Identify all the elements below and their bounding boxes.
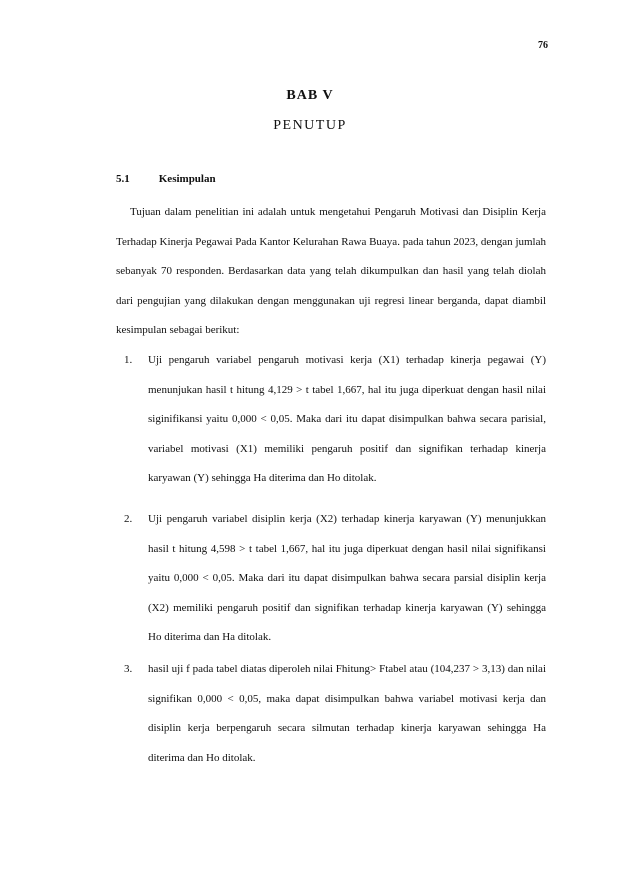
intro-paragraph: Tujuan dalam penelitian ini adalah untuk mengetahui Pengaruh Motivasi dan Disiplin Kerja Terhadap Kinerja Pegawai Pada Kantor Kelurahan Rawa Buaya. pada tahun 2023, dengan jumlah sebanyak 70 responden. Berdasarkan data yang telah dikumpulkan dan hasil yang telah diolah dari pengujian yang dilakukan dengan menggunakan uji regresi linear berganda, dapat diambil kesimpulan sebagai berikut:	[116, 206, 546, 336]
chapter-heading: BAB V	[286, 88, 334, 103]
section-title: Kesimpulan	[158, 173, 216, 185]
list-item	[116, 655, 546, 773]
list-marker: 1.	[124, 354, 133, 366]
page-number: 76	[538, 40, 548, 51]
list-item-text: Uji pengaruh variabel pengaruh motivasi kerja (X1) terhadap kinerja pegawai (Y) menunjukan hasil t hitung 4,129 > t tabel 1,667, hal itu juga diperkuat dengan hasil nilai siginifikansi yaitu 0,000 < 0,05. Maka dari itu dapat disimpulkan bahwa secara parisial, variabel motivasi (X1) memiliki pengaruh positif dan signifikan terhadap kinerja karyawan (Y) sehingga Ha diterima dan Ho ditolak.	[148, 354, 546, 484]
chapter-title: PENUTUP	[273, 118, 347, 133]
list-item	[116, 505, 546, 653]
list-item-text: hasil uji f pada tabel diatas diperoleh nilai Fhitung> Ftabel atau (104,237 > 3,13) dan nilai signifikan 0,000 < 0,05, maka dapat disimpulkan bahwa variabel motivasi kerja dan disiplin kerja berpengaruh secara silmutan terhadap kinerja karyawan sehingga Ha diterima dan Ho ditolak.	[148, 663, 546, 764]
list-marker: 3.	[124, 663, 133, 675]
section-number: 5.1	[116, 173, 130, 185]
list-item	[116, 346, 546, 494]
list-marker: 2.	[124, 513, 133, 525]
section-heading	[116, 173, 216, 185]
list-item-text: Uji pengaruh variabel disiplin kerja (X2) terhadap kinerja karyawan (Y) menunjukkan hasil t hitung 4,598 > t tabel 1,667, hal itu juga diperkuat dengan hasil nilai signifikansi yaitu 0,000 < 0,05. Maka dari itu dapat disimpulkan bahwa secara parsial disiplin kerja (X2) memiliki pengaruh positif dan signifikan terhadap kinerja karyawan (Y) sehingga Ho diterima dan Ha ditolak.	[148, 513, 546, 643]
